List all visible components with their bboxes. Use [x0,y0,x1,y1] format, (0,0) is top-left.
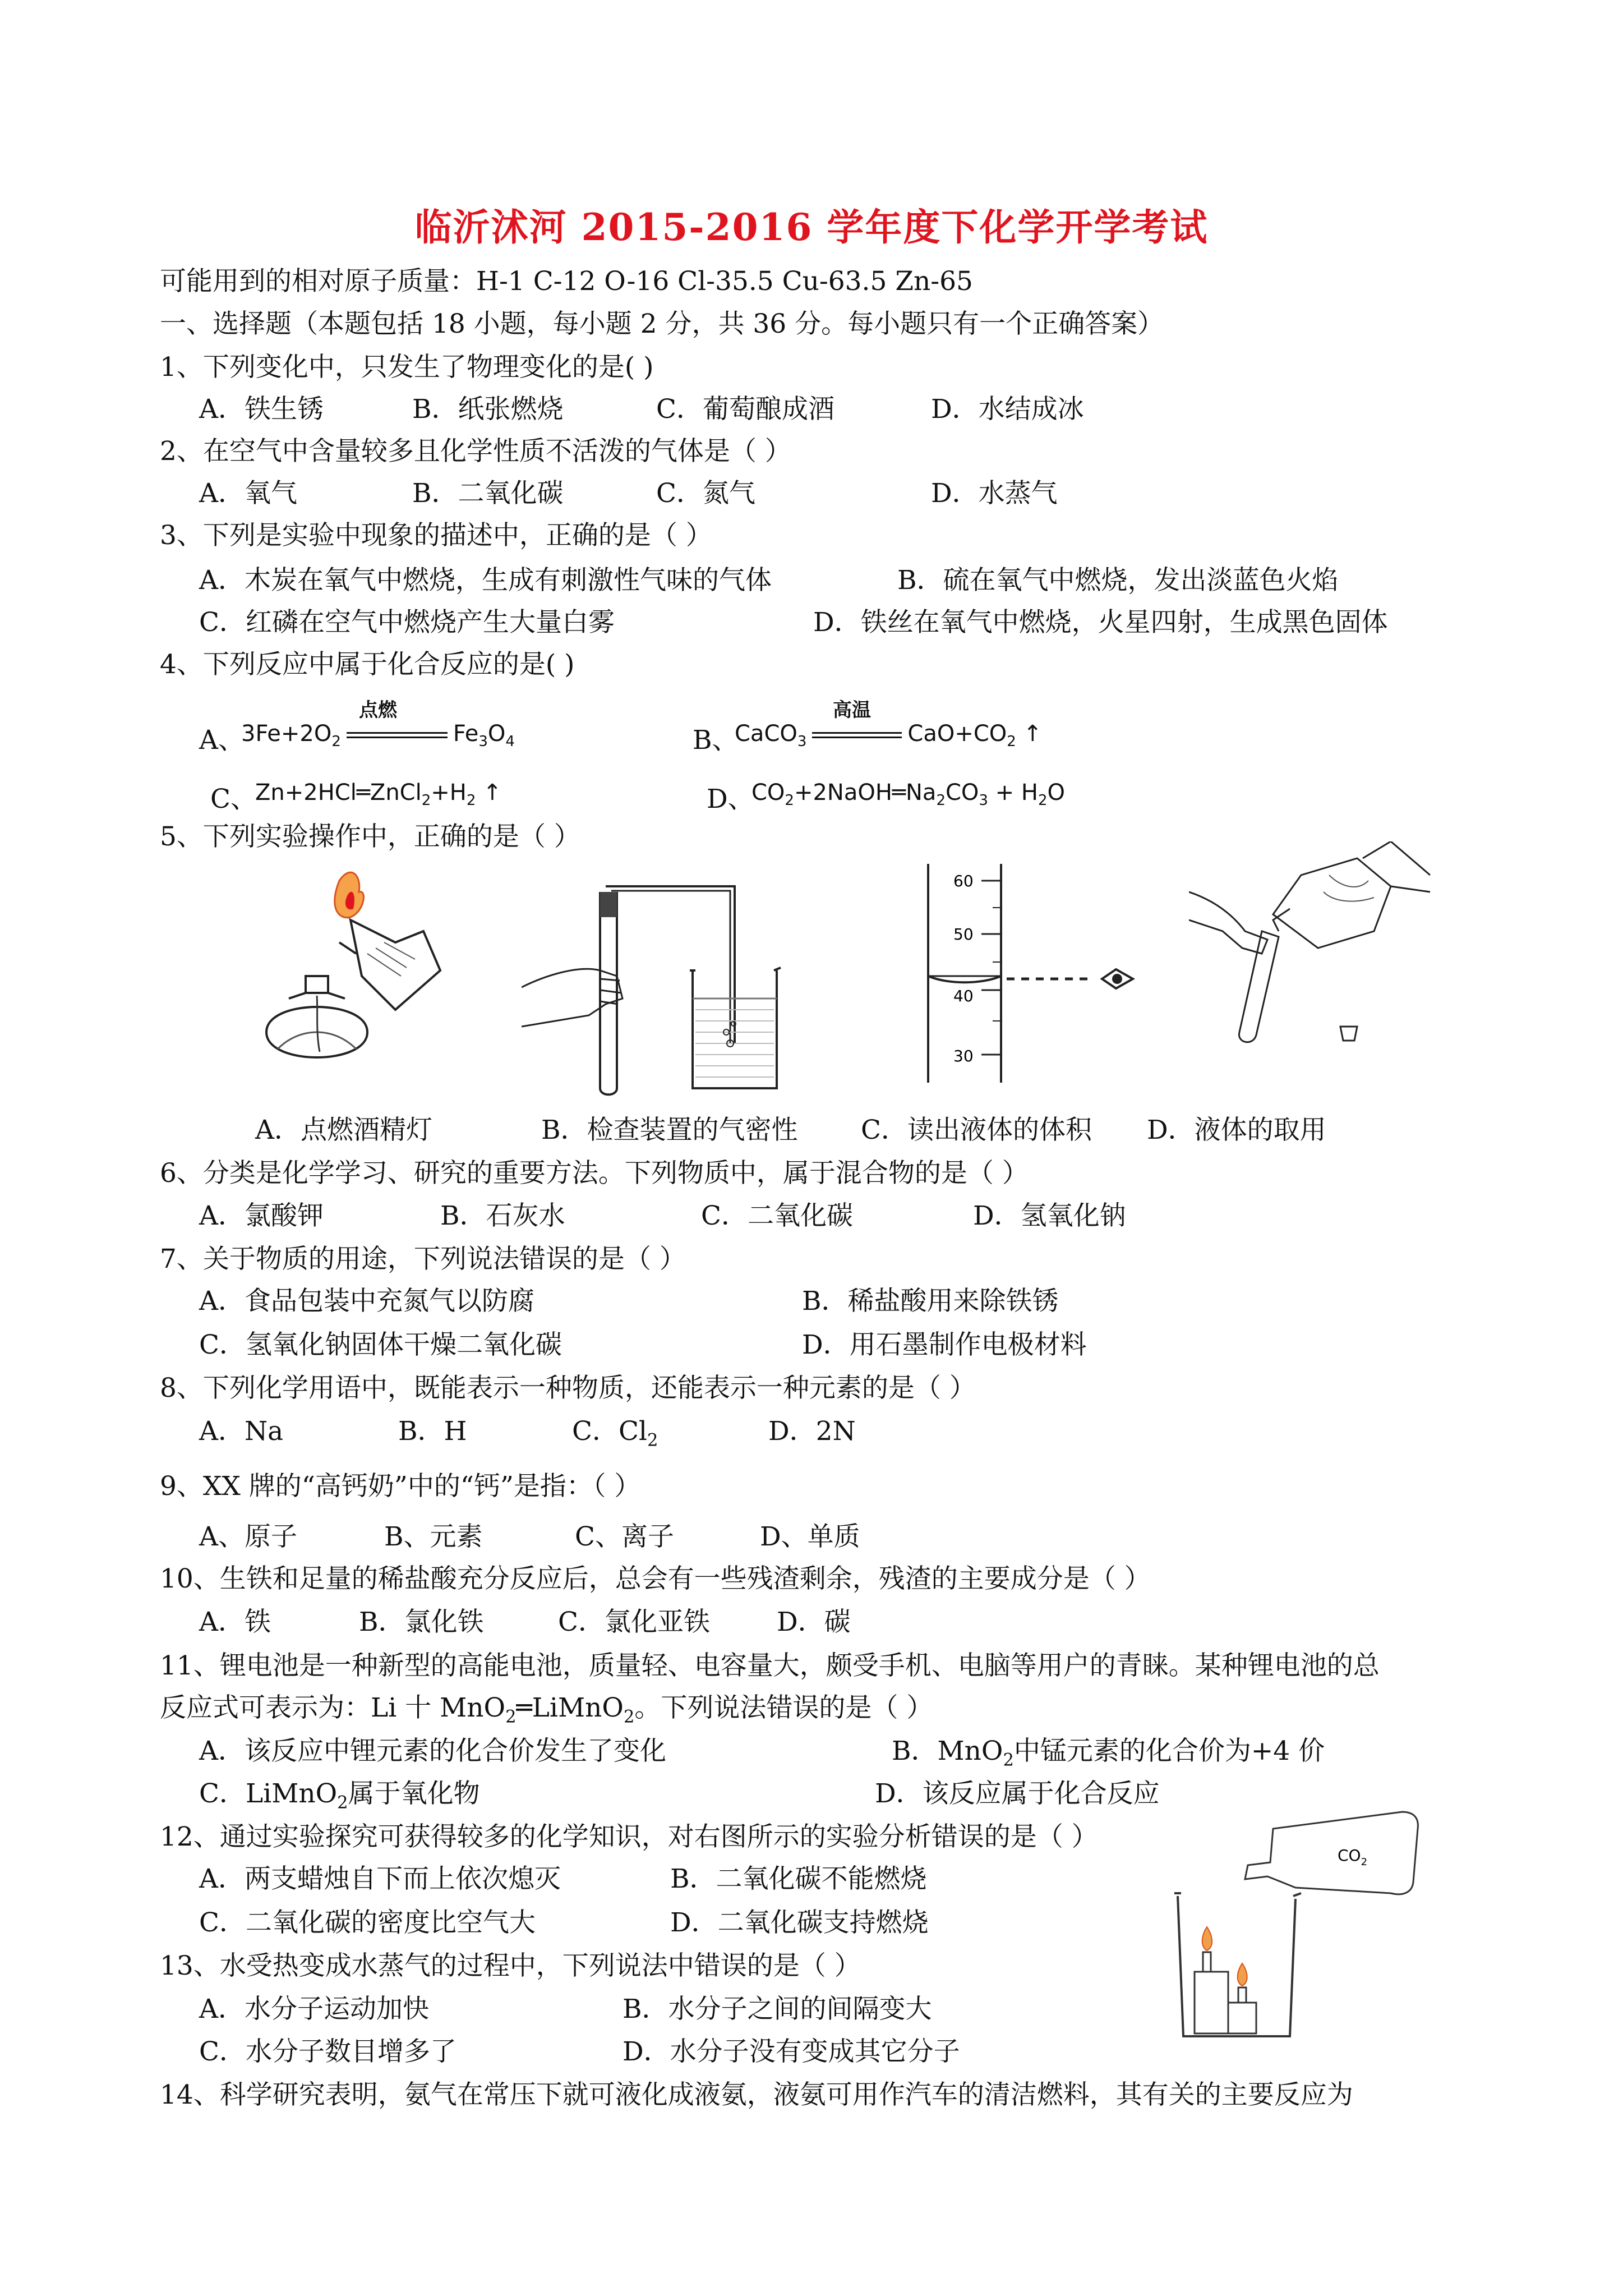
q4-option-b-equation: CaCO$_3$ $CaO+CO_2$ ↑ [735,721,1043,750]
q1-option-b: B．纸张燃烧 [412,394,564,425]
q1-option-d: D．水结成冰 [931,394,1084,425]
q6-option-a: A．氯酸钾 [199,1200,324,1231]
q10-option-c: C．氯化亚铁 [558,1607,710,1637]
q12-option-a: A．两支蜡烛自下而上依次熄灭 [199,1864,561,1894]
q4-option-b-label: B、 [693,725,739,756]
q11-option-d: D．该反应属于化合反应 [875,1778,1160,1809]
q5-option-c: C．读出液体的体积 [861,1115,1092,1145]
tick-40: 40 [953,987,974,1005]
q1-option-c: C．葡萄酿成酒 [656,394,834,425]
q7-option-d: D．用石墨制作电极材料 [802,1329,1087,1360]
q8-option-b: B．H [398,1416,467,1447]
page-title: 临沂沭河 2015-2016 学年度下化学开学考试 [414,205,1209,249]
q13-option-d: D．水分子没有变成其它分子 [623,2036,960,2067]
liquid-transfer-figure [1189,841,1436,1066]
q2-option-d: D．水蒸气 [931,478,1058,509]
q4-d-text: CO [751,780,785,806]
q4-d-o: O [1047,780,1066,806]
q12-option-d: D．二氧化碳支持燃烧 [670,1907,929,1938]
q9-option-d: D、单质 [760,1521,860,1552]
q9-option-a: A、原子 [199,1521,297,1552]
q11-b2: 中锰元素的化合价为+4 价 [1013,1736,1325,1766]
q4-b-reactants: CaCO [735,721,797,747]
q9-option-c: C、离子 [575,1521,674,1552]
q4-option-d-equation: $CO_2+2NaOH═Na_2CO_3 + H_2O$ [751,780,1066,809]
q13-option-c: C．水分子数目增多了 [199,2036,457,2067]
alcohol-lamp-figure [255,864,468,1077]
q3-option-a: A．木炭在氧气中燃烧，生成有刺激性气味的气体 [199,565,772,596]
q10-option-a: A．铁 [199,1607,271,1637]
question-13-stem: 13、水受热变成水蒸气的过程中，下列说法中错误的是（ ） [160,1950,861,1981]
q2-option-c: C．氮气 [656,478,755,509]
q11-stem2b: ═LiMnO [516,1692,624,1723]
q5-option-b: B．检查装置的气密性 [541,1115,798,1145]
q12-option-c: C．二氧化碳的密度比空气大 [199,1907,536,1938]
question-2-stem: 2、在空气中含量较多且化学性质不活泼的气体是（ ） [160,436,791,467]
question-12-stem: 12、通过实验探究可获得较多的化学知识，对右图所示的实验分析错误的是（ ） [160,1821,1098,1852]
graduated-cylinder-figure [909,858,1178,1094]
q4-a-condition: 点燃 [359,699,397,721]
q13-option-a: A．水分子运动加快 [199,1994,429,2024]
q9-option-b: B、元素 [384,1521,483,1552]
q4-c-tail: +H [431,780,467,806]
co2-candle-figure [1166,1809,1424,2045]
q10-option-b: B．氯化铁 [359,1607,484,1637]
q8-c-text: C．Cl [572,1416,647,1447]
q3-option-d: D．铁丝在氧气中燃烧，火星四射，生成黑色固体 [813,607,1388,638]
q1-option-a: A．铁生锈 [199,394,324,425]
question-14-stem: 14、科学研究表明，氨气在常压下就可液化成液氨，液氨可用作汽车的清洁燃料，其有关的主要反应为 [160,2079,1353,2110]
q11-c2: 属于氧化物 [348,1778,480,1809]
q6-option-c: C．二氧化碳 [701,1200,853,1231]
q7-option-a: A．食品包装中充氮气以防腐 [199,1286,534,1317]
q4-a-products: Fe [453,721,479,747]
q2-option-a: A．氧气 [199,478,297,509]
question-10-stem: 10、生铁和足量的稀盐酸充分反应后，总会有一些残渣剩余，残渣的主要成分是（ ） [160,1563,1151,1594]
co2-text: CO [1338,1846,1361,1865]
q8-option-d: D．2N [768,1416,856,1447]
question-1-stem: 1、下列变化中，只发生了物理变化的是( ) [160,352,654,383]
q4-option-a-label: A、 [199,725,245,756]
q8-option-a: A．Na [199,1416,284,1447]
q3-option-c: C．红磷在空气中燃烧产生大量白雾 [199,607,615,638]
tick-60: 60 [953,872,974,890]
q4-option-d-label: D、 [707,784,754,815]
question-8-stem: 8、下列化学用语中，既能表示一种物质，还能表示一种元素的是（ ） [160,1373,976,1404]
q4-c-text: Zn+2HCl═ZnCl [255,780,422,806]
q4-option-c-equation: $Zn+2HCl═ZnCl_2+H_2$ ↑ [255,780,502,809]
q11-stem2a: 反应式可表示为：Li 十 MnO [160,1692,506,1723]
q4-b-products: CaO+CO [907,721,1007,747]
q11-option-b: B．MnO$_2$中锰元素的化合价为+4 价 [892,1736,1325,1770]
tick-30: 30 [953,1047,974,1065]
q2-option-b: B．二氧化碳 [412,478,564,509]
q4-b-condition: 高温 [833,699,871,721]
co2-bottle-label: $CO_2$ [1338,1846,1368,1868]
question-7-stem: 7、关于物质的用途，下列说法错误的是（ ） [160,1244,686,1274]
airtightness-figure [522,864,802,1099]
q5-option-d: D．液体的取用 [1147,1115,1326,1145]
q3-option-b: B．硫在氧气中燃烧，发出淡蓝色火焰 [897,565,1339,596]
q4-option-a-equation: $3Fe+2O_2$ $Fe_3O_4$ [241,721,515,750]
q12-option-b: B．二氧化碳不能燃烧 [670,1864,927,1894]
q11-option-a: A．该反应中锂元素的化合价发生了变化 [199,1736,666,1766]
question-9-stem: 9、XX 牌的“高钙奶”中的“钙”是指：（ ） [160,1471,641,1502]
q11-option-c: C．LiMnO$_2$属于氧化物 [199,1778,480,1813]
q7-option-c: C．氢氧化钠固体干燥二氧化碳 [199,1329,562,1360]
q4-a-reactants: 3Fe+2O [241,721,332,747]
question-11-stem-line1: 11、锂电池是一种新型的高能电池，质量轻、电容量大，颇受手机、电脑等用户的青睐。某种锂电池的总 [160,1650,1380,1681]
q8-option-c [572,1415,658,1457]
q13-option-b: B．水分子之间的间隔变大 [623,1994,932,2024]
q5-option-a: A．点燃酒精灯 [255,1115,432,1145]
q7-option-b: B．稀盐酸用来除铁锈 [802,1286,1059,1317]
question-4-stem: 4、下列反应中属于化合反应的是( ) [160,649,575,680]
question-11-stem-line2: 反应式可表示为：Li 十 MnO$_2$═LiMnO$_2$。下列说法错误的是（ ） [160,1692,933,1727]
q4-option-c-label: C、 [210,784,257,815]
question-6-stem: 6、分类是化学学习、研究的重要方法。下列物质中，属于混合物的是（ ） [160,1158,1029,1189]
section-heading: 一、选择题（本题包括 18 小题，每小题 2 分，共 36 分。每小题只有一个正确答案） [160,309,1164,339]
q4-d-mid: +2NaOH═Na [794,780,937,806]
q10-option-d: D．碳 [777,1607,851,1637]
atomic-masses-line: 可能用到的相对原子质量：H-1 C-12 O-16 Cl-35.5 Cu-63.5 Zn-65 [160,266,973,297]
q11-c1: C．LiMnO [199,1778,338,1809]
question-3-stem: 3、下列是实验中现象的描述中，正确的是（ ） [160,520,712,551]
q11-b1: B．MnO [892,1736,1003,1766]
q8-c-sub: 2 [647,1430,658,1451]
question-5-stem: 5、下列实验操作中，正确的是（ ） [160,821,580,852]
q11-stem2c: 。下列说法错误的是（ ） [634,1692,933,1723]
tick-50: 50 [953,925,974,944]
q4-d-mid2: CO [946,780,979,806]
q6-option-b: B．石灰水 [440,1200,565,1231]
q4-d-end: + H [988,780,1038,806]
q6-option-d: D．氢氧化钠 [973,1200,1126,1231]
